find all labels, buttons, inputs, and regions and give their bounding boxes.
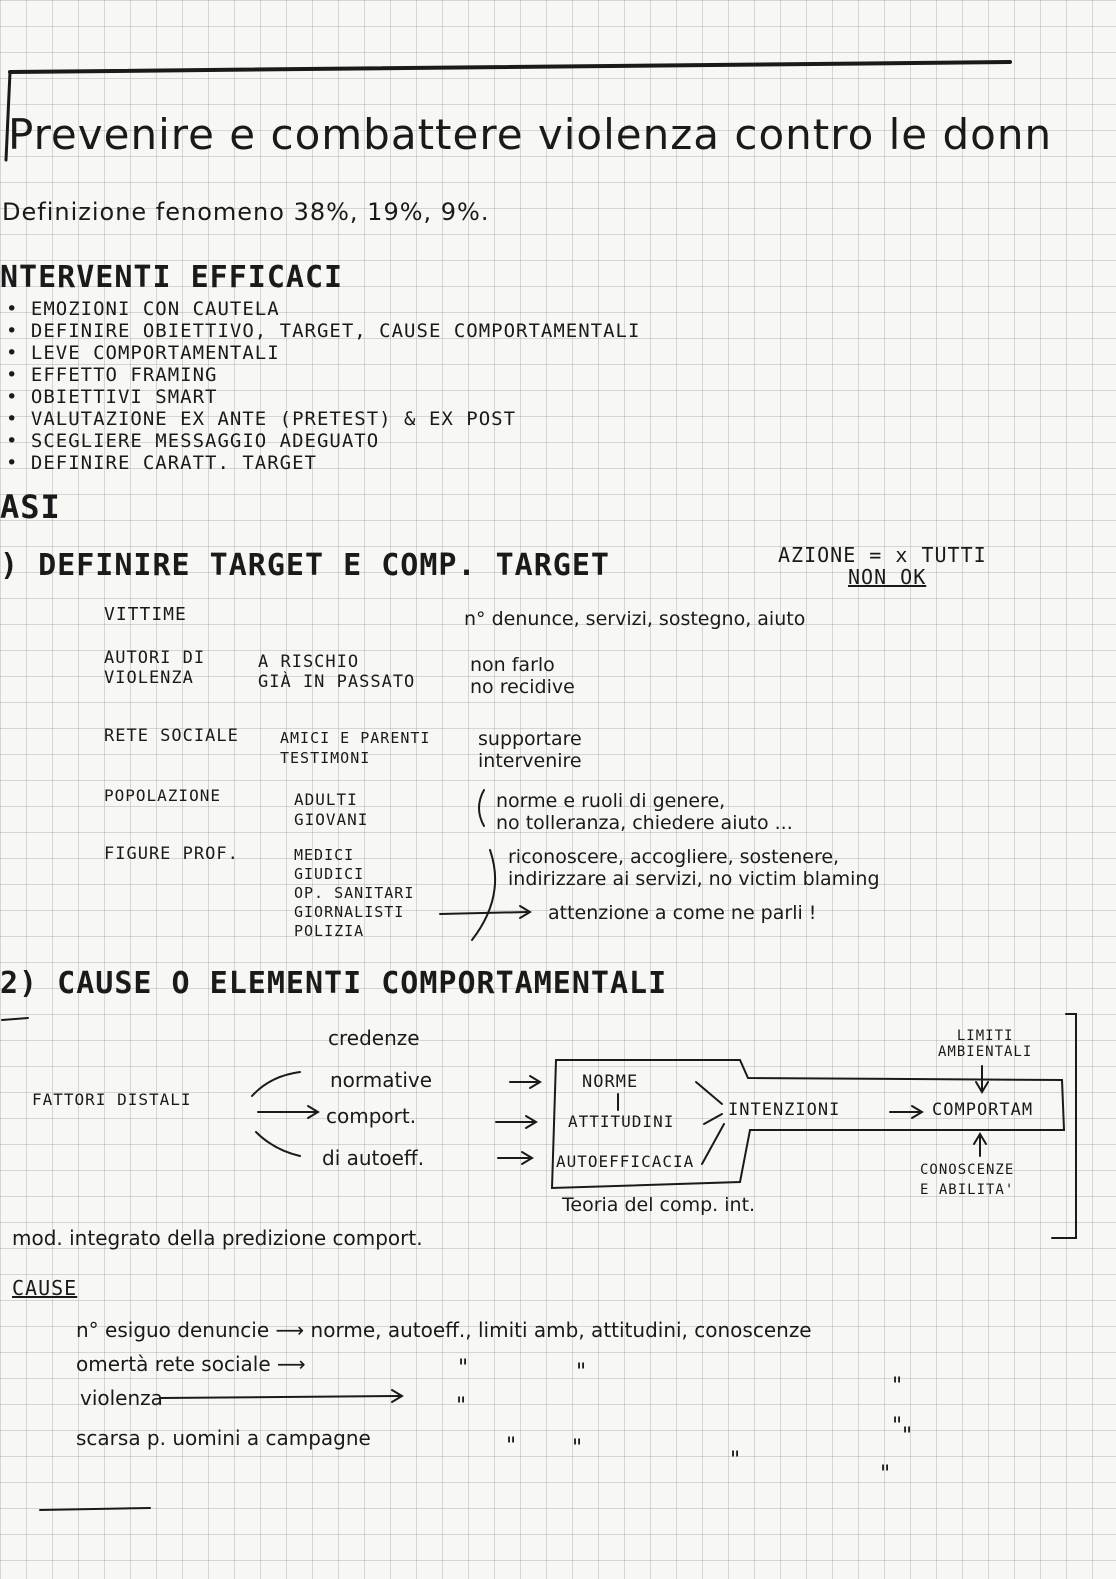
target-popolazione: POPOLAZIONE [104,786,221,805]
ditto-mark: " [892,1414,903,1439]
interventi-heading: NTERVENTI EFFICACI [0,260,344,295]
arrow-line [702,1124,724,1164]
arrowhead [522,1152,532,1164]
sub-autori: A RISCHIO GIÀ IN PASSATO [258,652,416,692]
ditto-mark: " [880,1462,891,1487]
arrow-line [696,1082,722,1104]
interventi-list [6,298,640,474]
cause-row-1: n° esiguo denuncie ⟶ norme, autoeff., limiti amb, attitudini, conoscenze [76,1318,812,1342]
arrow-line [160,1396,400,1398]
step2-heading: 2) CAUSE O ELEMENTI COMPORTAMENTALI [0,966,668,1001]
arrowhead [308,1106,318,1118]
limiti-ambientali: LIMITI AMBIENTALI [938,1028,1033,1060]
brace [472,850,495,940]
arrowhead [912,1106,922,1118]
list-item: • SCEGLIERE MESSAGGIO ADEGUATO [6,430,380,452]
conoscenze-abilita: CONOSCENZE E ABILITA' [920,1162,1015,1198]
comp-autori: non farlo no recidive [470,654,575,698]
step1-heading: ) DEFINIRE TARGET E COMP. TARGET [0,548,610,583]
belief-comport: comport. [326,1104,417,1128]
target-figure-prof: FIGURE PROF. [104,844,239,864]
cause-heading: CAUSE [12,1276,78,1300]
page-title: Prevenire e combattere violenza contro le donn [8,110,1053,159]
construct-norme: NORME [582,1072,639,1092]
ditto-mark: " [576,1360,587,1385]
cause-row-3: violenza [80,1386,163,1410]
arrowhead [526,1116,536,1128]
ditto-mark: " [458,1356,469,1381]
arrowhead [976,1082,988,1092]
ditto-mark: " [456,1394,467,1419]
arrow-line [704,1114,722,1124]
list-item: • DEFINIRE CARATT. TARGET [6,452,317,474]
sub-rete: AMICI E PARENTI TESTIMONI [280,729,431,767]
target-vittime: VITTIME [104,604,187,625]
arrowhead [392,1390,402,1402]
fasi-heading: ASI [0,488,61,526]
arrowhead [520,906,530,918]
fattori-distali: FATTORI DISTALI [32,1090,192,1109]
belief-normative: normative [330,1068,433,1092]
list-item: • VALUTAZIONE EX ANTE (PRETEST) & EX POST [6,408,517,430]
target-rete: RETE SOCIALE [104,726,239,746]
comp-figure-prof: riconoscere, accogliere, sostenere, indirizzare ai servizi, no victim blaming [508,846,880,890]
list-item: • EFFETTO FRAMING [6,364,218,386]
belief-autoeff: di autoeff. [322,1146,425,1170]
comp-rete: supportare intervenire [478,728,582,772]
step1-note: AZIONE = x TUTTI NON OK [778,543,987,589]
arrowhead [530,1076,540,1088]
list-item: • DEFINIRE OBIETTIVO, TARGET, CAUSE COMPORTAMENTALI [6,320,641,342]
bottom-line [40,1508,150,1510]
arrow-line [256,1132,300,1156]
modello-label: mod. integrato della predizione comport. [12,1226,423,1250]
ditto-mark: " [902,1424,913,1449]
cause-row-4: scarsa p. uomini a campagne [76,1426,371,1450]
comportam: COMPORTAM [932,1100,1034,1120]
cause-row-2: omertà rete sociale ⟶ [76,1352,306,1376]
sub-popolazione: ADULTI GIOVANI [294,790,369,829]
arrow-line [440,912,528,914]
step2-frame-left [2,1018,28,1020]
list-item: • OBIETTIVI SMART [6,386,218,408]
ditto-mark: " [506,1434,517,1459]
ditto-mark: " [730,1448,741,1473]
construct-autoefficacia: AUTOEFFICACIA [556,1152,695,1171]
brace [479,790,484,826]
belief-credenze: credenze [328,1026,420,1050]
ditto-mark: " [572,1436,583,1461]
arrowhead [974,1134,986,1144]
construct-attitudini: ATTITUDINI [568,1112,675,1131]
definition-line: Definizione fenomeno 38%, 19%, 9%. [2,198,490,226]
comp-popolazione: norme e ruoli di genere, no tolleranza, chiedere aiuto ... [496,790,793,834]
top-margin-line [10,62,1010,72]
ditto-mark: " [892,1374,903,1399]
sub-figure-prof: MEDICI GIUDICI OP. SANITARI GIORNALISTI POLIZIA [294,846,415,940]
teoria-label: Teoria del comp. int. [562,1194,756,1216]
intenzioni: INTENZIONI [728,1100,841,1120]
arrow-line [252,1072,300,1096]
comp-vittime: n° denunce, servizi, sostegno, aiuto [464,608,806,630]
target-autori: AUTORI DI VIOLENZA [104,648,206,688]
list-item: • LEVE COMPORTAMENTALI [6,342,280,364]
step2-frame-right [1052,1014,1076,1238]
list-item: • EMOZIONI CON CAUTELA [6,298,280,320]
giornalisti-note: attenzione a come ne parli ! [548,902,817,924]
